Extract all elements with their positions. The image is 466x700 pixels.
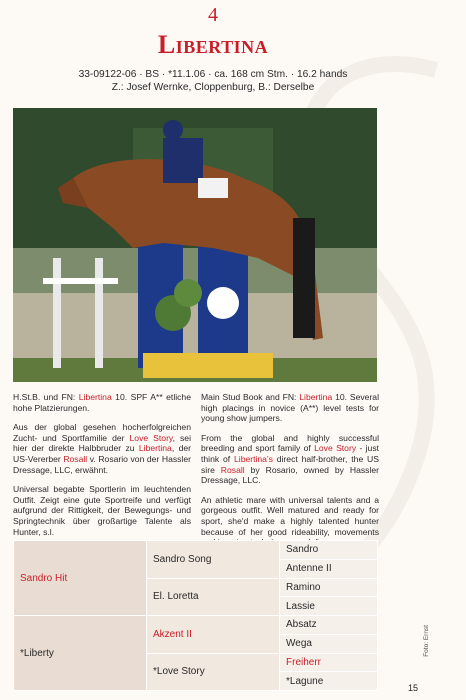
text-run: , der US-Vererber	[13, 443, 191, 464]
text-run: 10. SPF A** etliche hohe Platzierungen.	[13, 392, 191, 413]
breeder-owner-info: Z.: Josef Wernke, Cloppenburg, B.: Derselbe	[111, 82, 315, 93]
text-run: Aus der global gesehen hocherfolgreichen Zucht- und Sportfamilie der	[13, 422, 191, 443]
text-run: Main Stud Book and FN:	[201, 392, 300, 402]
pedigree-dss: Absatz	[280, 616, 378, 635]
text-run: - just think of	[201, 443, 379, 464]
pedigree-dsd: Wega	[280, 634, 378, 653]
pedigree-dam: *Liberty	[14, 616, 147, 691]
german-paragraph-3: Universal begabte Sportlerin im leuchtenden Outfit. Zeigt eine gute Sportreife und verfügt aufgrund der Rittigkeit, der Bewegungs- und Springtechnik über großartige Talente als Hunter, s.l.	[13, 484, 191, 537]
text-run: 10. Several high placings in novice (A**) level tests for young show jumpers.	[201, 392, 379, 424]
horse-name-highlight: Libertina	[138, 443, 172, 454]
german-paragraph-2	[13, 422, 191, 475]
pedigree-dam-sire: Akzent II	[147, 616, 280, 654]
pedigree-sire-sire: Sandro Song	[147, 541, 280, 579]
pedigree-table	[13, 540, 378, 691]
registration-info: 33-09122-06 · BS · *11.1.06 · ca. 168 cm Stm. · 16.2 hands	[78, 69, 348, 80]
text-run: by Rosario, owned by Hassler Dressage, LLC.	[201, 464, 379, 486]
text-run: v. Rosario von der Hassler Dressage, LLC, erwähnt.	[13, 453, 191, 475]
text-run: From the global and highly successful breeding and sport family of	[201, 432, 379, 454]
pedigree-sds: Ramino	[280, 578, 378, 597]
pedigree-dds: Freiherr	[280, 653, 378, 672]
pedigree-sss: Sandro	[280, 541, 378, 560]
english-paragraph-2	[201, 433, 379, 486]
horse-photo	[13, 108, 377, 382]
english-paragraph-1	[201, 392, 379, 424]
photo-credit: Foto: Ernst	[423, 625, 430, 657]
dam-name-highlight: Love Story	[314, 443, 357, 454]
horse-name-highlight: Libertina	[78, 392, 112, 402]
page-number: 15	[407, 683, 418, 693]
english-paragraph-3: An athletic mare with universal talents and a gorgeous outfit. Well matured and ready for sport, she'd make a highly talented hunter because of her good rideability, movements	[201, 494, 379, 537]
sibling-name-highlight: Rosall	[63, 453, 88, 464]
pedigree-ddd: *Lagune	[280, 672, 378, 691]
dam-name-highlight: Love Story	[129, 432, 173, 443]
text-run: direct half-brother, the US sire	[201, 453, 379, 475]
german-paragraph-1	[13, 392, 191, 413]
text-run: , sei hier der direkte Halbbruder zu	[13, 432, 191, 454]
german-description	[13, 392, 191, 546]
horse-name-highlight: Libertina	[299, 392, 333, 402]
lot-number: 4	[208, 4, 218, 26]
pedigree-sdd: Lassie	[280, 597, 378, 616]
horse-name-highlight: Libertina's	[234, 453, 273, 464]
pedigree-ssd: Antenne II	[280, 559, 378, 578]
pedigree-dam-dam: *Love Story	[147, 653, 280, 691]
pedigree-sire: Sandro Hit	[14, 541, 147, 616]
sibling-name-highlight: Rosall	[220, 464, 245, 475]
english-description	[201, 392, 379, 557]
text-run: H.St.B. und FN:	[13, 392, 79, 402]
pedigree-sire-dam: El. Loretta	[147, 578, 280, 616]
horse-name: Libertina	[157, 30, 269, 59]
